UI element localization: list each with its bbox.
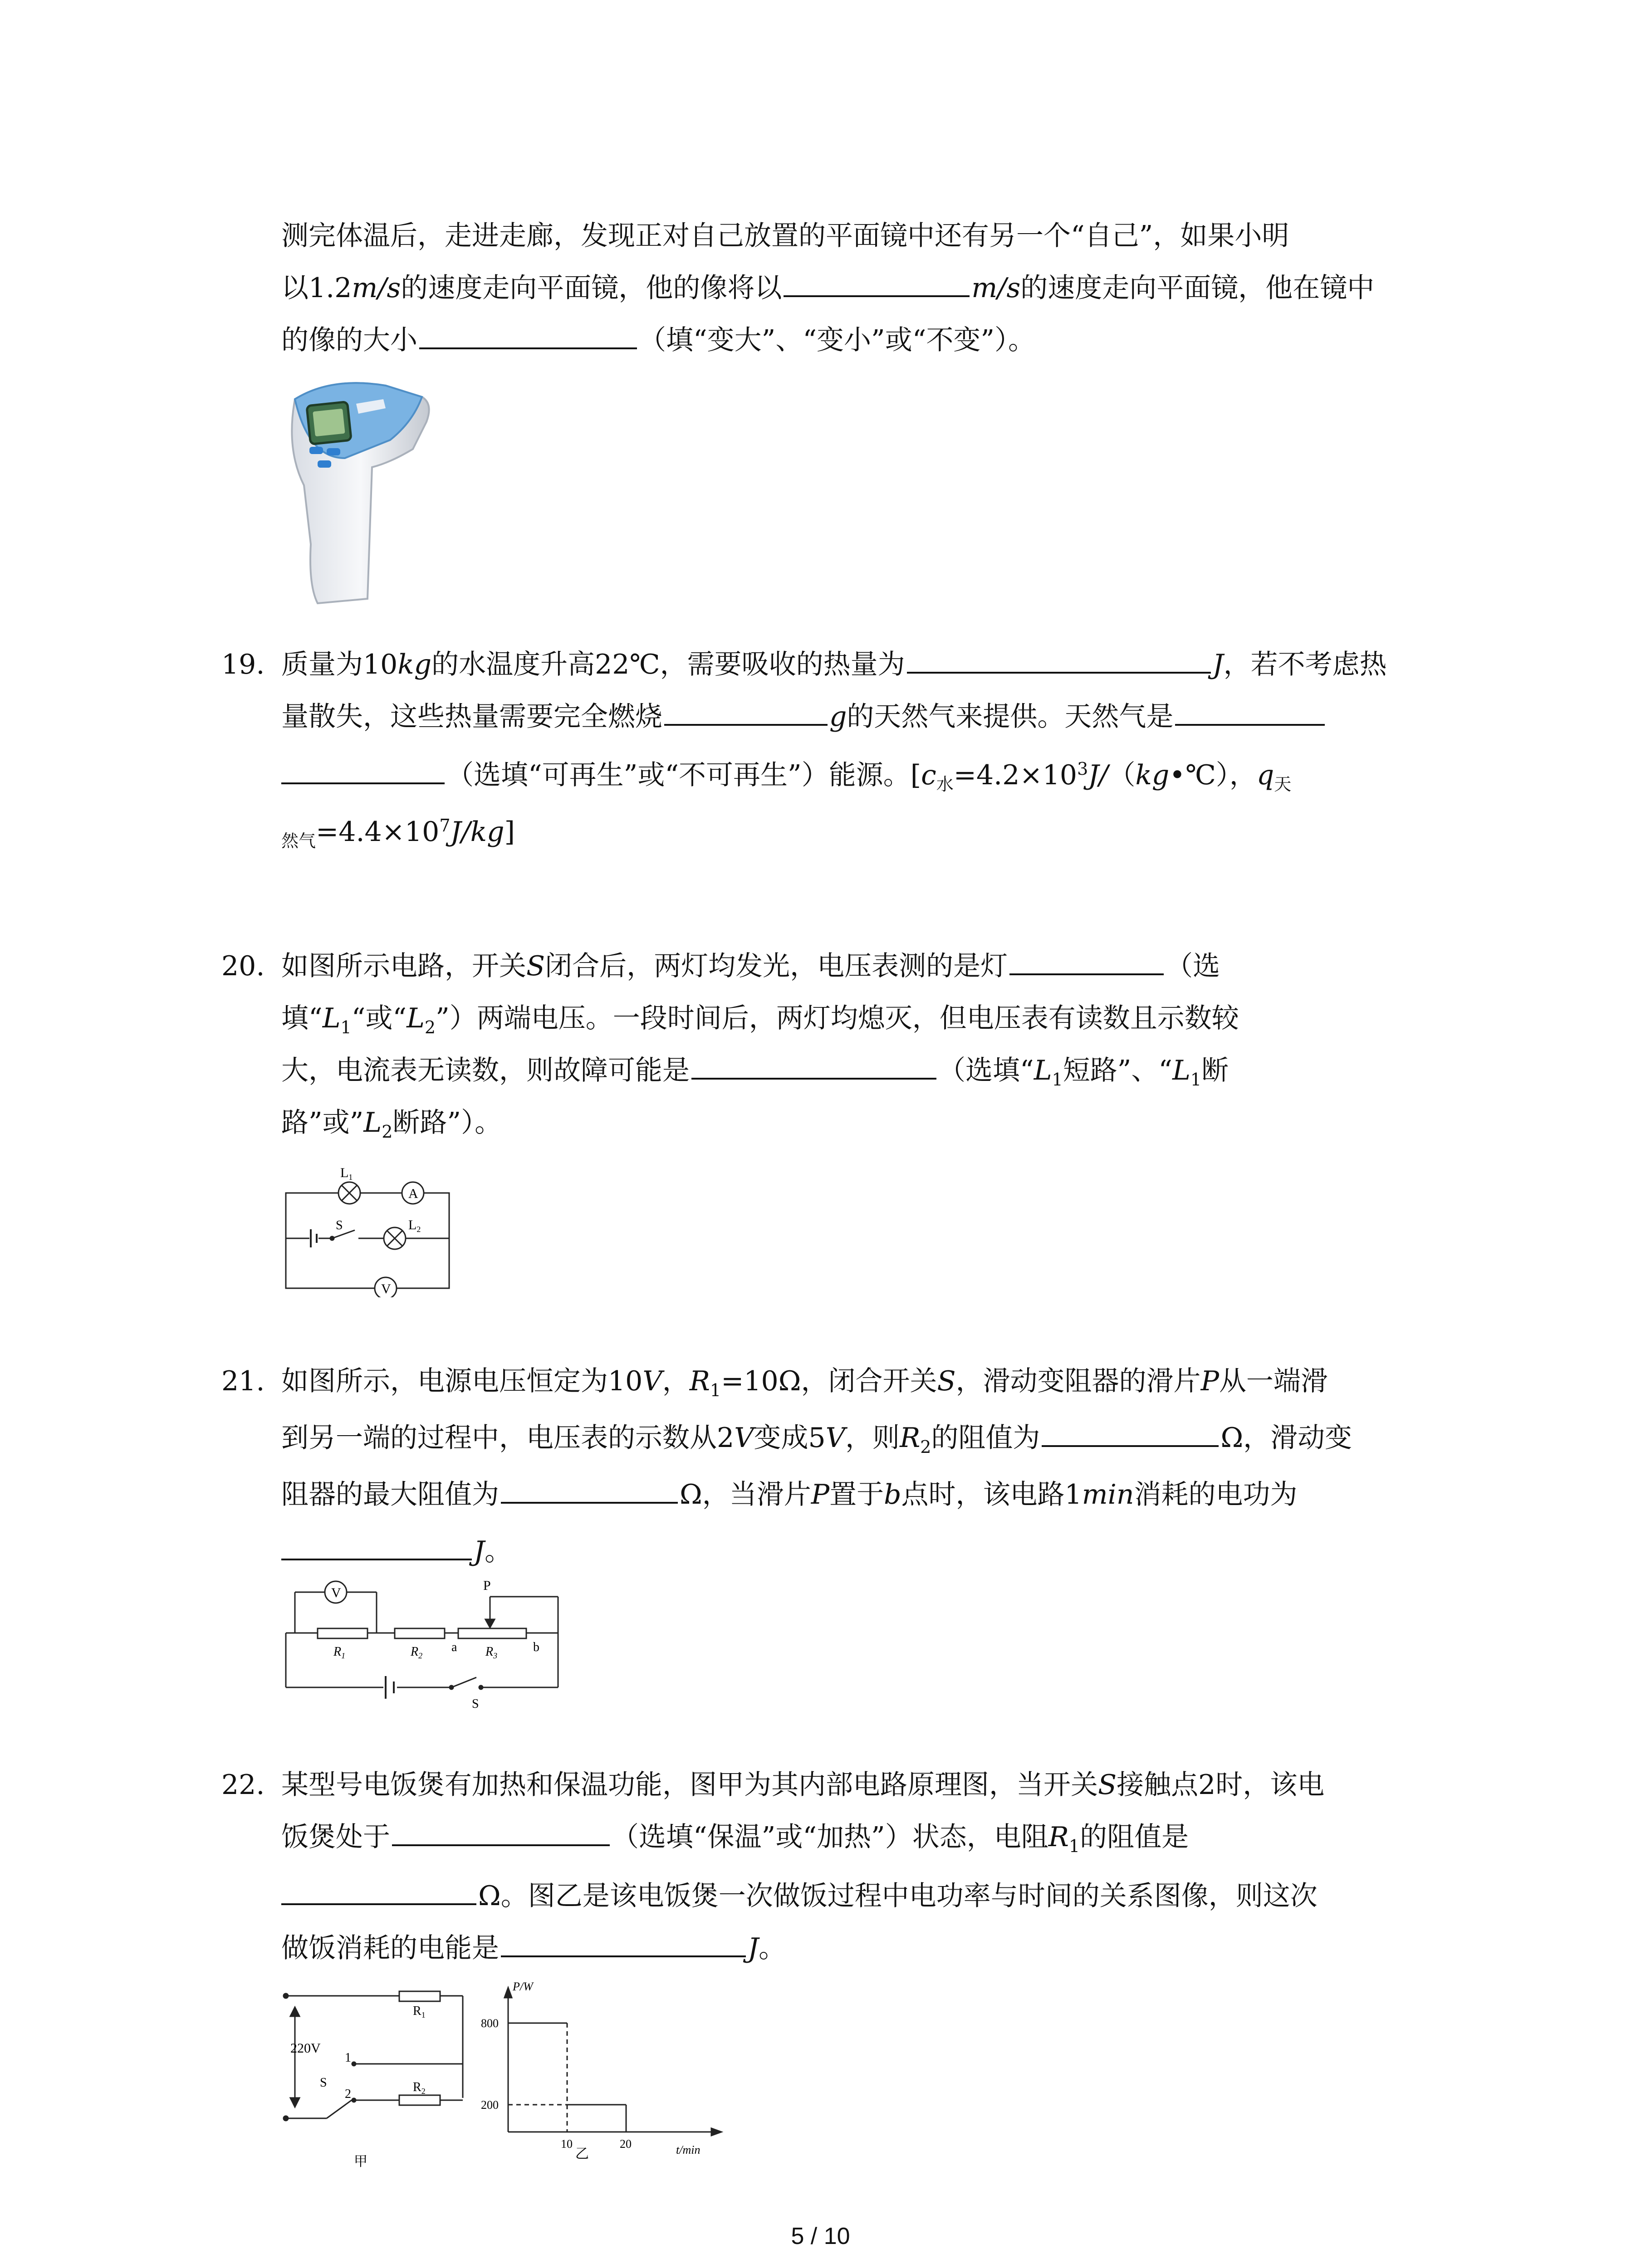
- q21-v2: V: [825, 1422, 846, 1454]
- q19-c: c: [921, 759, 936, 791]
- q20-fig-l1-label: $L_1$: [340, 1165, 353, 1182]
- q20-l2: L: [407, 1002, 425, 1034]
- q19-text2b: 的天然气来提供。天然气是: [847, 701, 1174, 733]
- q18-line1: [281, 213, 1289, 259]
- q21-fig-r3-label: $R_3$: [485, 1645, 498, 1660]
- q19-blank-energy-type-cont[interactable]: [281, 754, 445, 784]
- q18-text3b: （填“变大”、“变小”或“不变”）。: [639, 324, 1036, 356]
- q19-unit-kg: kg: [397, 649, 432, 680]
- q18-blank-speed[interactable]: [784, 267, 970, 297]
- q21-text1a: 如图所示，电源电压恒定为10: [281, 1365, 643, 1397]
- q21-text2d: 的阻值为: [931, 1422, 1040, 1454]
- q19-q: q: [1256, 759, 1274, 791]
- q18-line3: [281, 318, 1035, 363]
- q20-text3c: 短路”、“: [1063, 1055, 1173, 1086]
- q20-text4a: 路”或”: [281, 1107, 364, 1139]
- q21-text2c: ，则: [845, 1422, 900, 1454]
- q20-line1: [281, 943, 1220, 989]
- q21-blank-work[interactable]: [281, 1530, 472, 1560]
- q21-r2: R: [900, 1422, 921, 1454]
- q21-b: b: [884, 1479, 901, 1510]
- q22-blank-state[interactable]: [392, 1816, 610, 1846]
- q22-fig-caption-jia: 甲: [354, 2154, 367, 2169]
- chart-y-label: P/W: [513, 1980, 533, 1993]
- q21-text3c: 置于: [829, 1479, 884, 1510]
- q20-l2-sub: 2: [424, 1017, 436, 1037]
- q19-exp3: 3: [1077, 759, 1088, 779]
- chart-x-label: t/min: [676, 2143, 700, 2156]
- q22-text2c: 的阻值是: [1080, 1821, 1189, 1853]
- q18-text2b: 的速度走向平面镜，他的像将以: [401, 272, 782, 304]
- q21-p2: P: [811, 1479, 830, 1510]
- q21-r1: R: [689, 1365, 710, 1397]
- q22-j: J: [748, 1932, 759, 1964]
- q22-fig-point1: 1: [345, 2051, 351, 2065]
- q19-q-sub-cont: 然气: [281, 831, 316, 851]
- q20-fig-switch: S: [336, 1218, 343, 1232]
- q22-text2b: （选填“保温”或“加热”）状态，电阻: [612, 1821, 1048, 1853]
- q21-p: P: [1200, 1365, 1219, 1397]
- q22-r1-sub: 1: [1068, 1836, 1080, 1856]
- q22-r1: R: [1048, 1821, 1069, 1853]
- q20-blank-fault[interactable]: [691, 1050, 936, 1080]
- q21-text3d: 点时，该电路1: [901, 1479, 1082, 1510]
- q21-j: J: [474, 1535, 485, 1567]
- q21-line4: [281, 1529, 512, 1574]
- q21-fig-switch: S: [472, 1697, 479, 1710]
- q22-power-time-chart: [472, 1978, 726, 2159]
- q22-circuit-diagram: [277, 1982, 467, 2173]
- q18-unit2: m/s: [971, 272, 1021, 304]
- q21-comma: ，: [662, 1365, 690, 1397]
- q19-text4b: =4.4×10: [316, 816, 440, 848]
- q22-line1: [281, 1762, 1324, 1808]
- q21-blank-rmax[interactable]: [501, 1474, 678, 1504]
- chart-x-tick-20: 20: [620, 2137, 632, 2151]
- q22-blank-energy[interactable]: [501, 1927, 746, 1957]
- q19-exp7: 7: [439, 816, 451, 836]
- q20-text1b: 闭合后，两灯均发光，电压表测的是灯: [545, 950, 1008, 982]
- q18-unit1: m/s: [352, 272, 401, 304]
- q19-text3b: =4.2×10: [953, 759, 1078, 791]
- q20-fig-voltmeter: V: [381, 1281, 391, 1296]
- q21-text1d: ，滑动变阻器的滑片: [955, 1365, 1201, 1397]
- q19-line3: [281, 746, 1291, 807]
- q20-l1c: L: [1172, 1055, 1190, 1086]
- q21-v1: V: [734, 1422, 754, 1454]
- q22-text1a: 某型号电饭煲有加热和保温功能，图甲为其内部电路原理图，当开关: [281, 1769, 1098, 1801]
- chart-x-tick-10: 10: [561, 2137, 573, 2151]
- q21-text3a: 阻器的最大阻值为: [281, 1479, 499, 1510]
- q20-line3: [281, 1048, 1229, 1102]
- q19-unit-kg2: kg: [1135, 759, 1170, 791]
- q20-l1-sub: 1: [340, 1017, 352, 1037]
- q21-period: 。: [485, 1535, 512, 1567]
- q21-number: 21.: [221, 1365, 265, 1397]
- q19-text2a: 量散失，这些热量需要完全燃烧: [281, 701, 662, 733]
- q20-text3a: 大，电流表无读数，则故障可能是: [281, 1055, 690, 1086]
- q22-fig-voltage: 220V: [290, 2041, 321, 2056]
- q22-line4: [281, 1926, 786, 1971]
- q20-l2b: L: [363, 1107, 382, 1139]
- q20-l2b-sub: 2: [382, 1122, 393, 1142]
- q20-l1b-sub: 1: [1052, 1070, 1063, 1090]
- q21-text3b: Ω，当滑片: [680, 1479, 811, 1510]
- q21-fig-voltmeter: V: [331, 1585, 341, 1600]
- q21-text1c: =10Ω，闭合开关: [721, 1365, 937, 1397]
- q18-text1: 测完体温后，走进走廊，发现正对自己放置的平面镜中还有另一个“自己”，如果小明: [281, 220, 1289, 252]
- q19-blank-energy-type[interactable]: [1175, 696, 1325, 726]
- q22-s: S: [1098, 1769, 1117, 1801]
- q18-text2c: 的速度走向平面镜，他在镜中: [1020, 272, 1375, 304]
- chart-y-tick-800: 800: [481, 2017, 499, 2030]
- q22-fig-r2-label: $R_2$: [413, 2080, 426, 2096]
- q20-l1c-sub: 1: [1190, 1070, 1202, 1090]
- q19-text3g: •℃），: [1169, 759, 1257, 791]
- q20-fig-ammeter: A: [408, 1186, 418, 1201]
- q22-number: 22.: [221, 1769, 265, 1801]
- q22-period: 。: [759, 1932, 786, 1964]
- q20-text3d: 断: [1201, 1055, 1229, 1086]
- q20-text3b: （选填“: [938, 1055, 1034, 1086]
- q18-blank-size[interactable]: [419, 319, 637, 349]
- q19-c-sub: 水: [936, 774, 954, 794]
- q19-paren: （: [1108, 759, 1136, 791]
- q19-unit-g: g: [829, 701, 847, 733]
- q19-line4: [281, 803, 515, 864]
- q21-text2e: Ω，滑动变: [1220, 1422, 1352, 1454]
- q21-s: S: [937, 1365, 956, 1397]
- thermometer-gun-image: [277, 372, 440, 608]
- q22-fig-caption-yi: 乙: [575, 2146, 589, 2159]
- q20-circuit-diagram: [277, 1161, 458, 1297]
- q22-text4a: 做饭消耗的电能是: [281, 1932, 499, 1964]
- q22-text1b: 接触点2时，该电: [1117, 1769, 1325, 1801]
- q22-text3a: Ω。图乙是该电饭煲一次做饭过程中电功率与时间的关系图像，则这次: [478, 1880, 1318, 1912]
- q21-circuit-diagram: [277, 1574, 567, 1710]
- q22-fig-r1-label: $R_1$: [413, 2004, 426, 2019]
- q18-line2: [281, 265, 1374, 311]
- q21-text2a: 到另一端的过程中，电压表的示数从2: [281, 1422, 735, 1454]
- q19-unit-j: J: [1212, 649, 1224, 680]
- q21-r1-sub: 1: [710, 1380, 721, 1400]
- q21-fig-slider: P: [483, 1578, 491, 1593]
- q19-bracket: ]: [504, 816, 515, 848]
- q22-fig-point2: 2: [345, 2087, 351, 2101]
- q21-fig-r1-label: $R_1$: [333, 1645, 346, 1660]
- q20-s: S: [526, 950, 545, 982]
- q22-blank-r1[interactable]: [281, 1875, 476, 1905]
- q19-line2: [281, 694, 1327, 739]
- q20-blank-lamp[interactable]: [1009, 945, 1164, 975]
- q21-line2: [281, 1415, 1352, 1470]
- q21-min: min: [1082, 1479, 1134, 1510]
- q21-text3e: 消耗的电功为: [1134, 1479, 1298, 1510]
- page-number: 5 / 10: [791, 2223, 850, 2249]
- q19-unit-jper: J/: [1088, 759, 1108, 791]
- q21-text2b: 变成5: [754, 1422, 826, 1454]
- q20-text2a: 填“: [281, 1002, 323, 1034]
- q20-line2: [281, 996, 1239, 1050]
- q22-text2a: 饭煲处于: [281, 1821, 390, 1853]
- q22-line3: [281, 1873, 1318, 1919]
- q21-line3: [281, 1472, 1297, 1517]
- q20-l1: L: [322, 1002, 341, 1034]
- q19-text1c: ，若不考虑热: [1223, 649, 1387, 680]
- q22-fig-switch: S: [320, 2076, 327, 2090]
- q19-q-sub: 天: [1274, 774, 1292, 794]
- q19-number: 19.: [221, 649, 265, 680]
- q21-line1: [281, 1359, 1328, 1413]
- q20-text2b: “或“: [351, 1002, 407, 1034]
- q20-text1c: （选: [1166, 950, 1220, 982]
- q19-text3a: （选填“可再生”或“不可再生”）能源。[: [446, 759, 921, 791]
- q19-unit-jkg: J/kg: [450, 816, 505, 848]
- q20-fig-l2-label: $L_2$: [408, 1217, 421, 1234]
- q19-text1a: 质量为10: [281, 649, 398, 680]
- q20-number: 20.: [221, 950, 265, 982]
- q21-fig-a: a: [451, 1640, 457, 1654]
- chart-y-tick-200: 200: [481, 2098, 499, 2112]
- q20-text1a: 如图所示电路，开关: [281, 950, 526, 982]
- q21-fig-b: b: [533, 1640, 539, 1654]
- q19-text1b: 的水温度升高22℃，需要吸收的热量为: [431, 649, 905, 680]
- q20-text4b: 断路”）。: [392, 1107, 502, 1139]
- q18-text2a: 以1.2: [281, 272, 352, 304]
- q22-line2: [281, 1814, 1189, 1869]
- q21-v: V: [642, 1365, 662, 1397]
- q19-blank-heat[interactable]: [907, 644, 1211, 674]
- q18-text3a: 的像的大小: [281, 324, 417, 356]
- q21-text1e: 从一端滑: [1219, 1365, 1328, 1397]
- q21-r2-sub: 2: [920, 1437, 931, 1457]
- q19-blank-mass[interactable]: [664, 696, 828, 726]
- q21-blank-r2[interactable]: [1042, 1417, 1219, 1447]
- q20-line4: [281, 1100, 502, 1154]
- q19-line1: [281, 642, 1387, 687]
- q21-fig-r2-label: $R_2$: [411, 1645, 423, 1660]
- q20-l1b: L: [1034, 1055, 1052, 1086]
- q20-text2c: ”）两端电压。一段时间后，两灯均熄灭，但电压表有读数且示数较: [436, 1002, 1239, 1034]
